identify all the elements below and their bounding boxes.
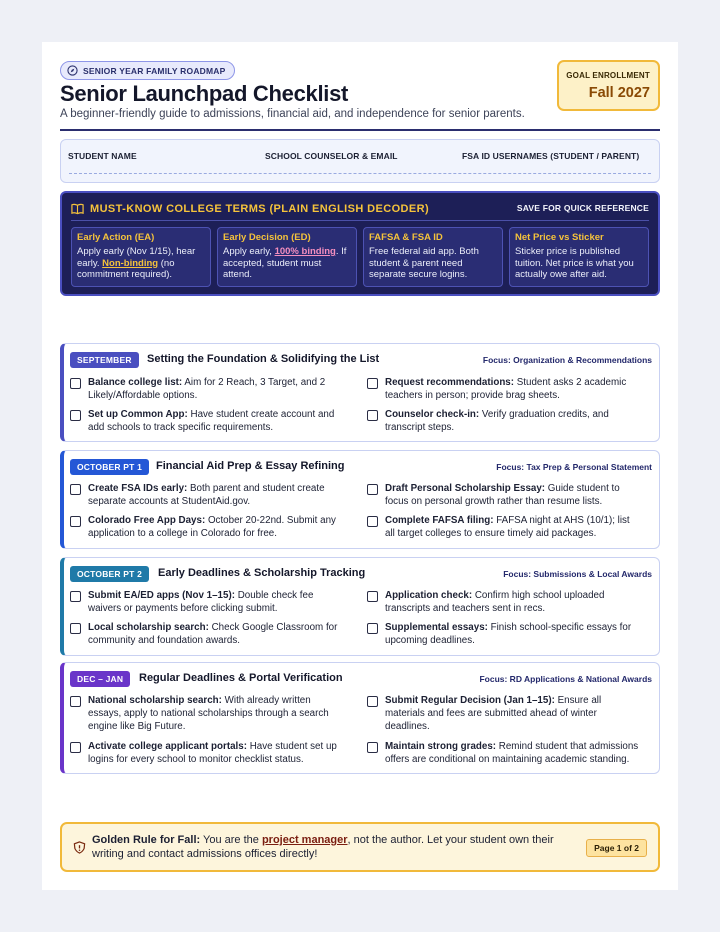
checklist-item[interactable]: Application check: Confirm high school uploaded transcripts and teachers sent in recs. bbox=[367, 589, 642, 615]
terms-decoder-panel bbox=[60, 191, 660, 296]
page-number-badge: Page 1 of 2 bbox=[586, 839, 647, 857]
section-focus: Focus: RD Applications & National Awards bbox=[479, 674, 652, 684]
month-badge: SEPTEMBER bbox=[70, 352, 139, 368]
checkbox[interactable] bbox=[367, 742, 378, 753]
checklist-item[interactable]: Supplemental essays: Finish school-specific essays for upcoming deadlines. bbox=[367, 621, 642, 647]
term-description: Sticker price is published tuition. Net price is what you actually owe after aid. bbox=[515, 246, 634, 280]
checkbox[interactable] bbox=[367, 484, 378, 495]
goal-label: GOAL ENROLLMENT bbox=[566, 71, 650, 80]
term-description: Apply early, 100% binding. If accepted, student must attend. bbox=[223, 246, 347, 280]
checklist-item[interactable]: Create FSA IDs early: Both parent and student create separate accounts at StudentAid.gov. bbox=[70, 482, 345, 508]
checklist-item[interactable]: Counselor check-in: Verify graduation credits, and transcript steps. bbox=[367, 408, 642, 434]
roadmap-chip-label: SENIOR YEAR FAMILY ROADMAP bbox=[83, 65, 226, 76]
month-badge: OCTOBER PT 1 bbox=[70, 459, 149, 475]
section-dec-jan bbox=[60, 662, 660, 774]
terms-divider bbox=[71, 220, 649, 221]
roadmap-chip bbox=[60, 61, 235, 80]
section-focus: Focus: Organization & Recommendations bbox=[482, 355, 652, 365]
checklist-item[interactable]: Draft Personal Scholarship Essay: Guide student to focus on personal growth rather than resume lists. bbox=[367, 482, 642, 508]
checkbox[interactable] bbox=[70, 410, 81, 421]
month-badge: OCTOBER PT 2 bbox=[70, 566, 149, 582]
checkbox[interactable] bbox=[70, 378, 81, 389]
checkbox[interactable] bbox=[70, 591, 81, 602]
goal-value: Fall 2027 bbox=[588, 85, 650, 101]
checkbox[interactable] bbox=[70, 623, 81, 634]
checkbox[interactable] bbox=[70, 742, 81, 753]
student-info-box bbox=[60, 139, 660, 183]
page-title: Senior Launchpad Checklist bbox=[60, 81, 349, 106]
page-subtitle: A beginner-friendly guide to admissions, financial aid, and independence for senior parents. bbox=[60, 108, 525, 120]
checkbox[interactable] bbox=[70, 696, 81, 707]
checklist-item[interactable]: Submit EA/ED apps (Nov 1–15): Double check fee waivers or payments before clicking submit. bbox=[70, 589, 345, 615]
shield-alert-icon bbox=[73, 841, 86, 854]
golden-rule-callout bbox=[60, 822, 660, 872]
term-title: FAFSA & FSA ID bbox=[369, 232, 443, 243]
checklist-item[interactable]: Local scholarship search: Check Google Classroom for community and foundation awards. bbox=[70, 621, 345, 647]
golden-rule-text: Golden Rule for Fall: You are the project manager, not the author. Let your student own their writing and contact admissions offices directly! bbox=[92, 834, 554, 860]
section-focus: Focus: Tax Prep & Personal Statement bbox=[496, 462, 652, 472]
writing-line bbox=[69, 173, 651, 174]
checklist-item[interactable]: Maintain strong grades: Remind student that admissions offers are conditional on maintaining academic standing. bbox=[367, 740, 642, 766]
checkbox[interactable] bbox=[367, 696, 378, 707]
section-focus: Focus: Submissions & Local Awards bbox=[503, 569, 652, 579]
term-card-early-action bbox=[71, 227, 211, 287]
checklist-item[interactable]: Colorado Free App Days: October 20-22nd. Submit any application to a college in Colorado for free. bbox=[70, 514, 345, 540]
term-highlight: 100% binding bbox=[274, 246, 336, 257]
term-title: Early Decision (ED) bbox=[223, 232, 311, 243]
book-icon bbox=[71, 202, 84, 215]
term-title: Net Price vs Sticker bbox=[515, 232, 604, 243]
term-description: Free federal aid app. Both student & parent need separate secure logins. bbox=[369, 246, 479, 280]
fsa-id-field[interactable]: FSA ID USERNAMES (STUDENT / PARENT) bbox=[462, 151, 640, 161]
checkbox[interactable] bbox=[367, 623, 378, 634]
checklist-item[interactable]: National scholarship search: With already written essays, apply to national scholarships through a search engine like Big Future. bbox=[70, 694, 345, 733]
term-card-net-price bbox=[509, 227, 649, 287]
header-divider bbox=[60, 129, 660, 131]
save-reference-label: SAVE FOR QUICK REFERENCE bbox=[516, 203, 649, 213]
term-card-fafsa bbox=[363, 227, 503, 287]
section-title: Regular Deadlines & Portal Verification bbox=[139, 672, 343, 684]
student-name-field[interactable]: STUDENT NAME bbox=[68, 151, 137, 161]
project-manager-highlight: project manager bbox=[261, 834, 348, 846]
checklist-item[interactable]: Set up Common App: Have student create account and add schools to track specific requirements. bbox=[70, 408, 345, 434]
checklist-item[interactable]: Submit Regular Decision (Jan 1–15): Ensure all materials and fees are submitted ahead of winter deadlines. bbox=[367, 694, 642, 733]
terms-title: MUST-KNOW COLLEGE TERMS (PLAIN ENGLISH DECODER) bbox=[90, 202, 430, 215]
terms-heading bbox=[71, 202, 429, 215]
section-october-pt1 bbox=[60, 450, 660, 549]
checkbox[interactable] bbox=[70, 484, 81, 495]
checklist-item[interactable]: Balance college list: Aim for 2 Reach, 3 Target, and 2 Likely/Affordable options. bbox=[70, 376, 345, 402]
section-october-pt2 bbox=[60, 557, 660, 656]
checkbox[interactable] bbox=[367, 378, 378, 389]
compass-icon bbox=[67, 65, 78, 76]
checkbox[interactable] bbox=[367, 516, 378, 527]
section-title: Setting the Foundation & Solidifying the List bbox=[147, 353, 380, 365]
checklist-item[interactable]: Activate college applicant portals: Have student set up logins for every school to monitor checklist status. bbox=[70, 740, 345, 766]
checklist-page bbox=[42, 42, 678, 890]
section-september bbox=[60, 343, 660, 442]
term-card-early-decision bbox=[217, 227, 357, 287]
checklist-item[interactable]: Complete FAFSA filing: FAFSA night at AHS (10/1); list all target colleges to ensure timely aid packages. bbox=[367, 514, 642, 540]
checkbox[interactable] bbox=[367, 410, 378, 421]
checkbox[interactable] bbox=[70, 516, 81, 527]
section-title: Early Deadlines & Scholarship Tracking bbox=[158, 567, 366, 579]
counselor-field[interactable]: SCHOOL COUNSELOR & EMAIL bbox=[265, 151, 398, 161]
term-highlight: Non-binding bbox=[102, 257, 159, 269]
checklist-item[interactable]: Request recommendations: Student asks 2 academic teachers in person; provide brag sheets. bbox=[367, 376, 642, 402]
term-title: Early Action (EA) bbox=[77, 232, 155, 243]
section-title: Financial Aid Prep & Essay Refining bbox=[156, 460, 345, 472]
checkbox[interactable] bbox=[367, 591, 378, 602]
term-description: Apply early (Nov 1/15), hear early. Non-binding (no commitment required). bbox=[77, 246, 196, 280]
goal-enrollment-box bbox=[557, 60, 660, 111]
month-badge: DEC – JAN bbox=[70, 671, 130, 687]
